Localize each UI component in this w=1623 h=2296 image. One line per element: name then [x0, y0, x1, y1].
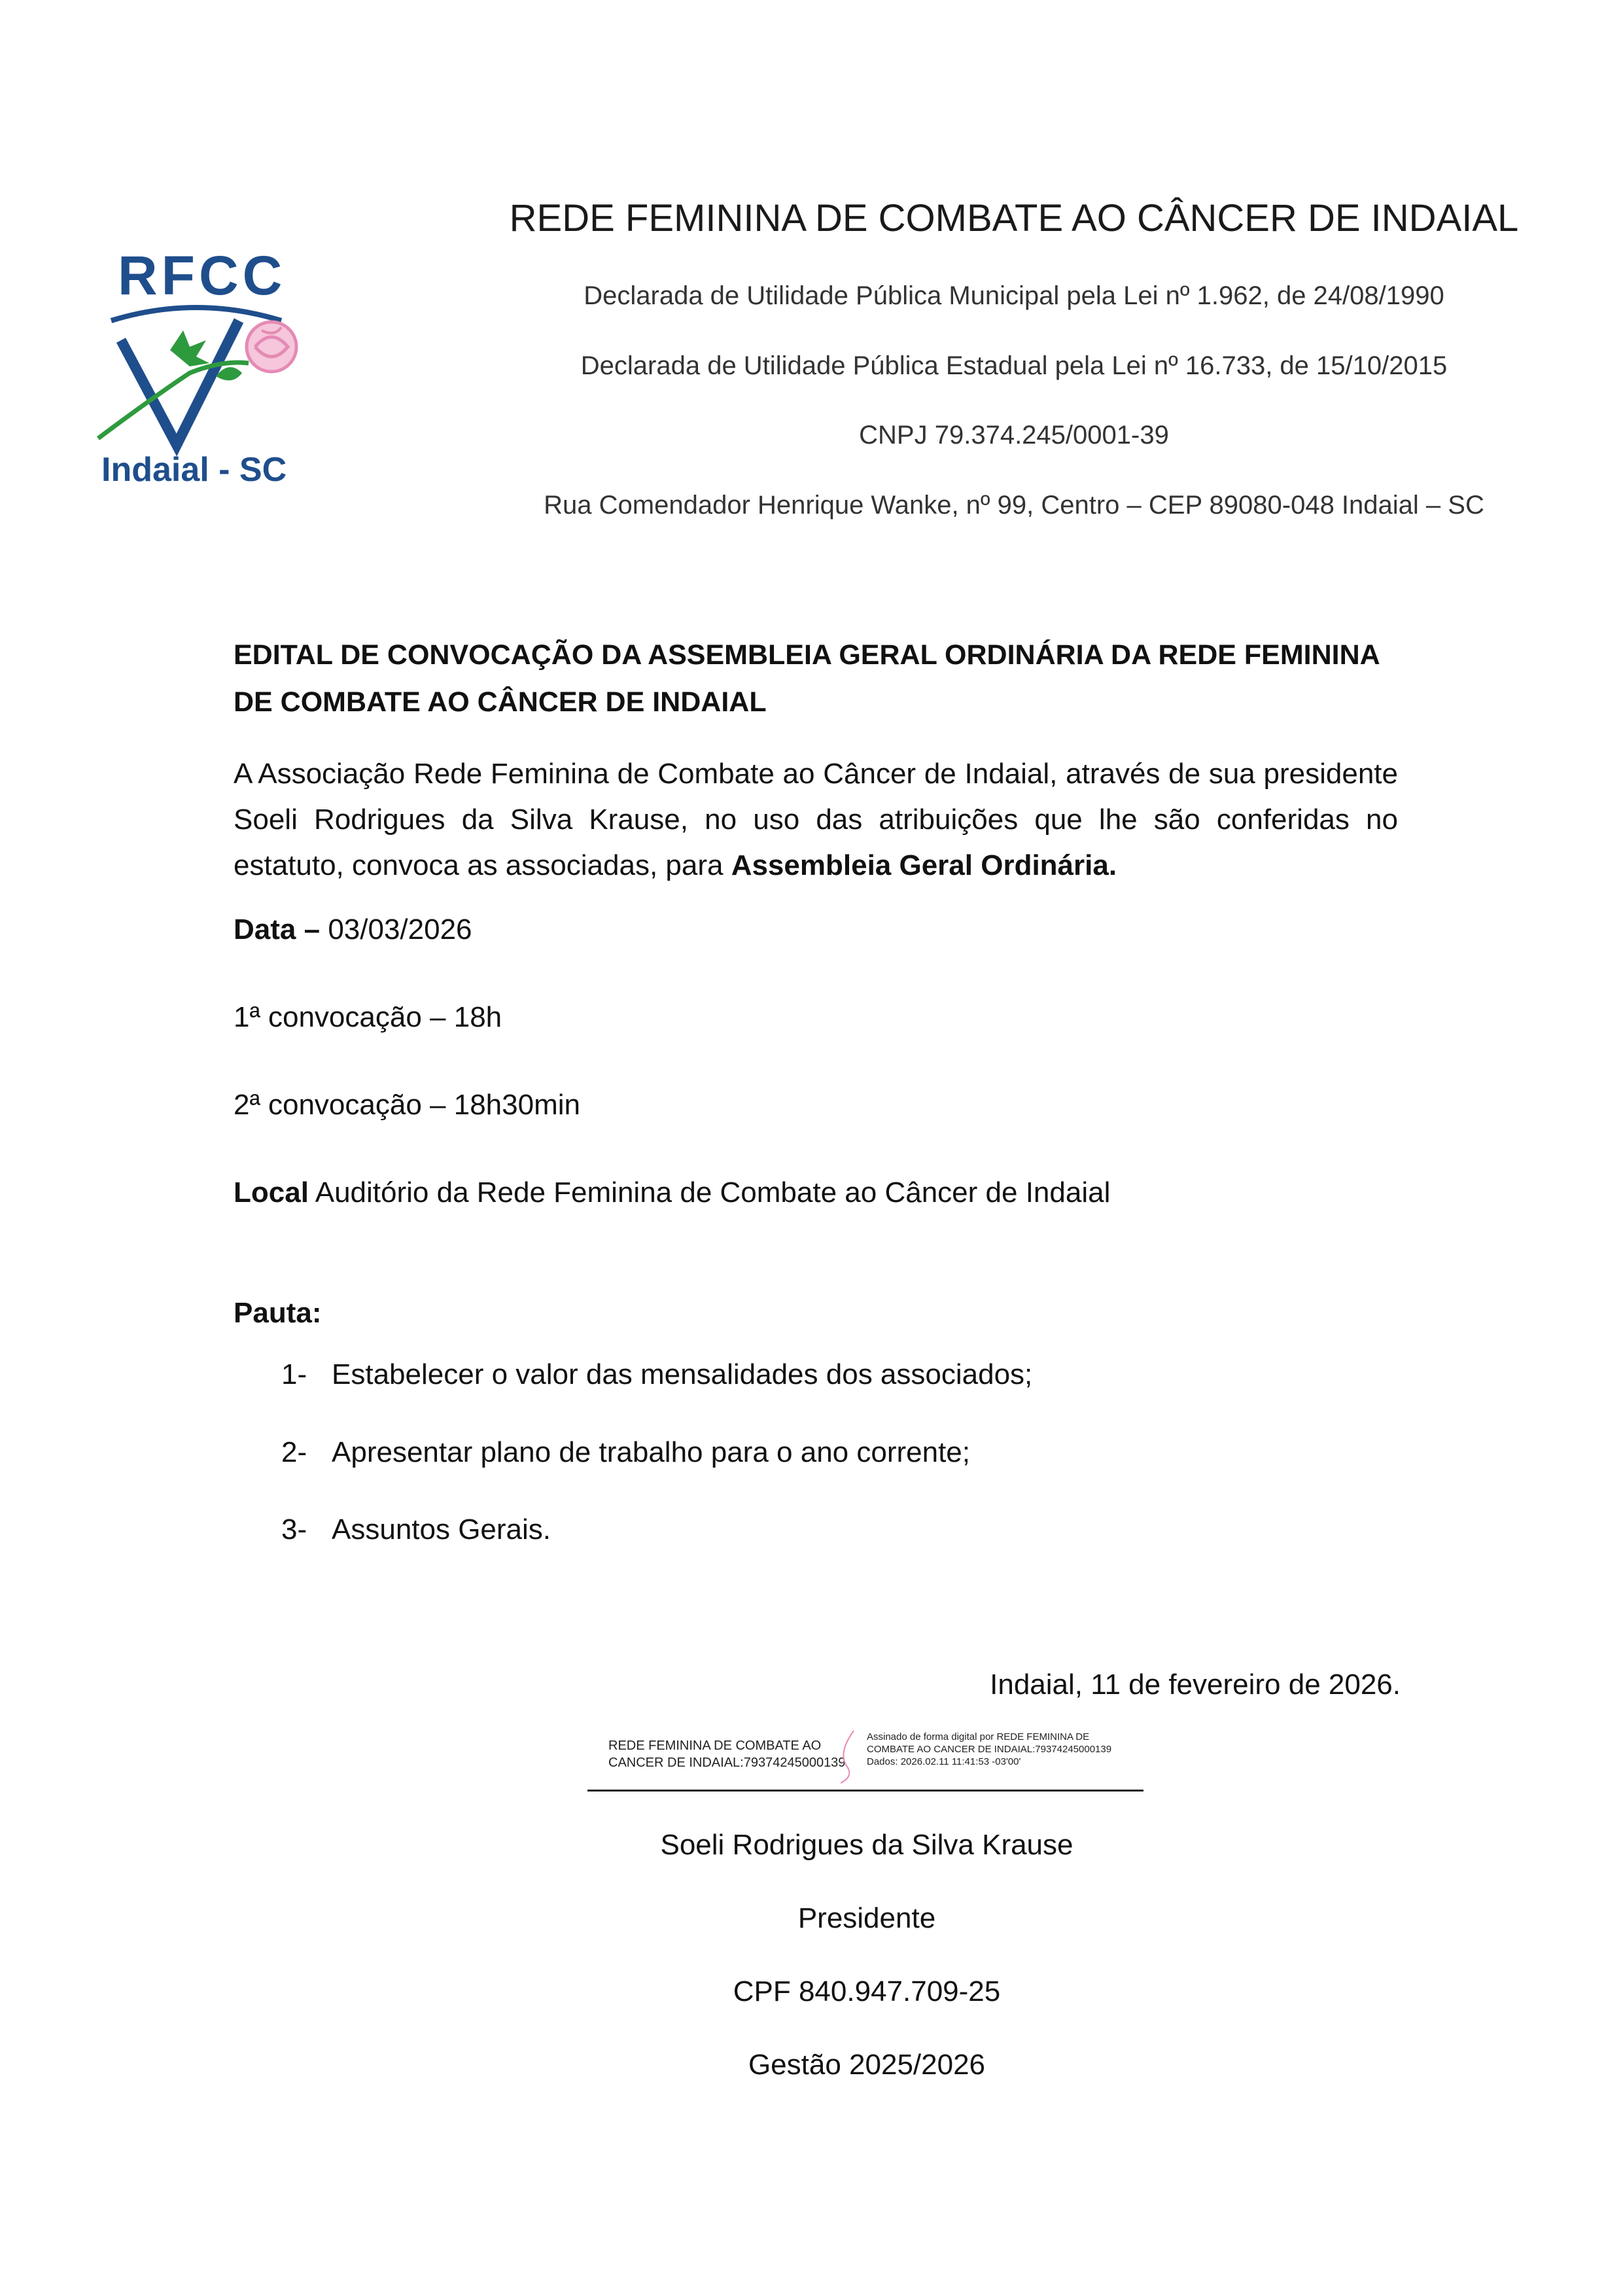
organization-logo: [92, 249, 314, 491]
pauta-item: [281, 1358, 1032, 1391]
primeira-convocacao: 1ª convocação – 18h: [234, 1001, 502, 1033]
logo-top-text: RFCC: [118, 249, 287, 306]
data-value: 03/03/2026: [328, 913, 472, 945]
pauta-item-number: 2-: [281, 1436, 307, 1468]
data-label: Data –: [234, 913, 321, 945]
signature-mark-icon: [834, 1727, 860, 1786]
digital-signature-details: [867, 1731, 1111, 1768]
header-line-municipal: Declarada de Utilidade Pública Municipal pela Lei nº 1.962, de 24/08/1990: [584, 281, 1444, 310]
header-line-estadual: Declarada de Utilidade Pública Estadual pela Lei nº 16.733, de 15/10/2015: [580, 351, 1448, 380]
signer-name: Soeli Rodrigues da Silva Krause: [660, 1829, 1073, 1861]
local-label: Local: [234, 1176, 309, 1209]
paragraph-bold-text: Assembleia Geral Ordinária.: [731, 849, 1117, 881]
edital-heading: EDITAL DE CONVOCAÇÃO DA ASSEMBLEIA GERAL ORDINÁRIA DA REDE FEMININA DE COMBATE AO CÂNCER DE INDAIAL: [234, 639, 1380, 718]
header-line-cnpj: CNPJ 79.374.245/0001-39: [859, 421, 1169, 450]
pauta-item: [281, 1436, 970, 1469]
edital-paragraph: [234, 751, 1398, 889]
segunda-convocacao: 2ª convocação – 18h30min: [234, 1089, 580, 1121]
signature-right-line: COMBATE AO CANCER DE INDAIAL:79374245000139: [867, 1744, 1112, 1755]
pauta-item-text: Estabelecer o valor das mensalidades dos associados;: [332, 1358, 1033, 1390]
signature-left-line: CANCER DE INDAIAL:79374245000139: [608, 1756, 846, 1770]
header-line-address: Rua Comendador Henrique Wanke, nº 99, Centro – CEP 89080-048 Indaial – SC: [544, 491, 1484, 520]
pauta-item: [281, 1513, 551, 1546]
signature-right-line: Assinado de forma digital por REDE FEMININA DE: [867, 1731, 1090, 1742]
local-value: Auditório da Rede Feminina de Combate ao Câncer de Indaial: [315, 1176, 1111, 1209]
signature-line: [587, 1790, 1143, 1792]
signer-cpf: CPF 840.947.709-25: [733, 1975, 1001, 2007]
local-line: [234, 1176, 1110, 1209]
signature-left-line: REDE FEMININA DE COMBATE AO: [608, 1739, 822, 1753]
logo-bottom-text: Indaial - SC: [101, 451, 287, 489]
signer-role: Presidente: [797, 1902, 936, 1934]
signature-right-line: Dados: 2026.02.11 11:41:53 -03'00': [867, 1756, 1021, 1767]
pauta-item-text: Apresentar plano de trabalho para o ano corrente;: [332, 1436, 970, 1468]
data-line: [234, 913, 472, 946]
closing-date: Indaial, 11 de fevereiro de 2026.: [990, 1669, 1401, 1701]
pauta-item-number: 3-: [281, 1513, 307, 1545]
organization-title: REDE FEMININA DE COMBATE AO CÂNCER DE INDAIAL: [509, 197, 1519, 239]
pauta-item-text: Assuntos Gerais.: [332, 1513, 551, 1545]
paragraph-text: A Associação Rede Feminina de Combate ao Câncer de Indaial, através de sua presidente Soeli Rodrigues da Silva Krause, no uso das atribuições que lhe são conferidas no estatuto, convoca as associadas, para: [234, 758, 1398, 881]
signer-gestao: Gestão 2025/2026: [748, 2049, 986, 2081]
rfcc-logo-icon: [92, 249, 314, 491]
pauta-item-number: 1-: [281, 1358, 307, 1390]
pauta-label: Pauta:: [234, 1297, 322, 1329]
digital-signature-name: [608, 1737, 845, 1771]
